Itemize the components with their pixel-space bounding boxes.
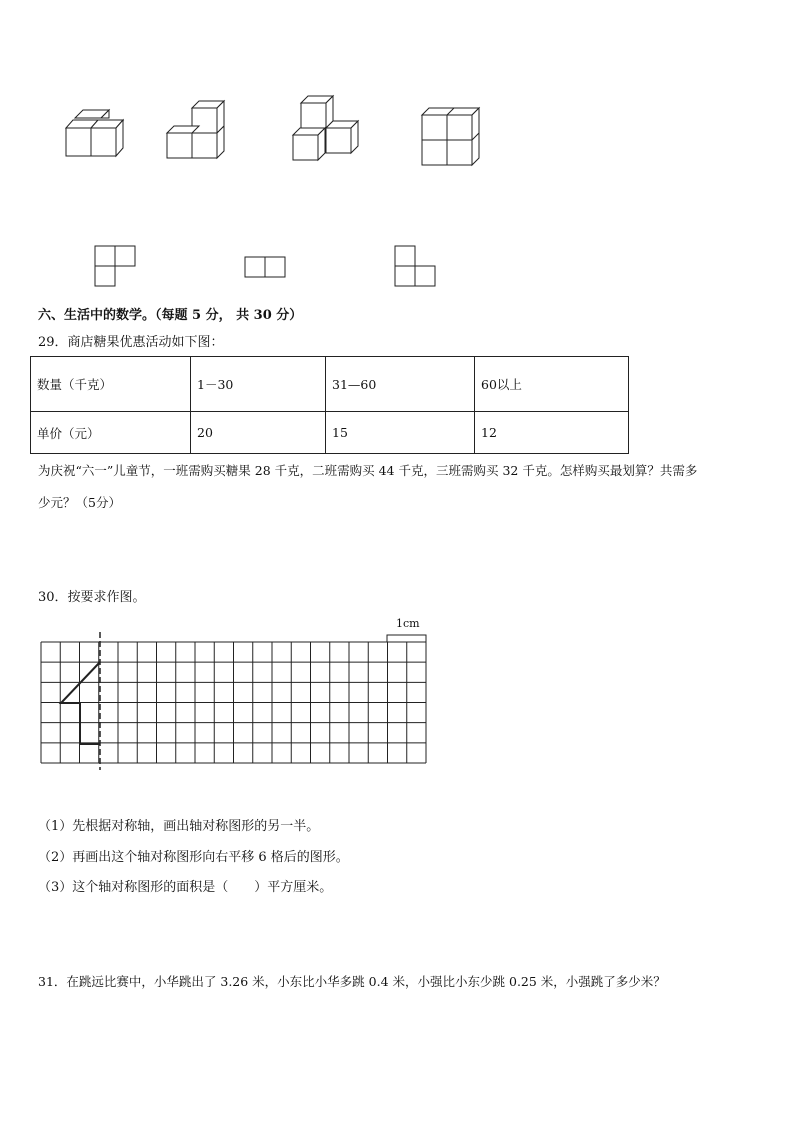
scale-bracket: [387, 635, 426, 642]
table-cell: 数量（千克）: [31, 357, 191, 412]
scale-label: 1cm: [396, 617, 420, 630]
table-cell: 单价（元）: [31, 412, 191, 454]
cube-stacks-figure: [0, 0, 794, 180]
question-30-sub-2: （2）再画出这个轴对称图形向右平移 6 格后的图形。: [38, 850, 349, 865]
question-text: 在跳远比赛中，小华跳出了 3.26 米，小东比小华多跳 0.4 米，小强比小东少跳 0.25 米，小强跳了多少米？: [66, 974, 666, 989]
view-shapes-figure: [0, 240, 794, 300]
question-text: 按要求作图。: [67, 590, 146, 605]
question-29-line-1: 为庆祝“六一”儿童节，一班需购买糖果 28 千克，二班需购买 44 千克，三班需购买 32 千克。怎样购买最划算？共需多: [38, 463, 698, 478]
price-table: [30, 356, 629, 454]
view-shape-2: [245, 257, 285, 277]
section-title: 六、生活中的数学。（每题 5 分， 共 30 分）: [38, 308, 303, 323]
table-row: [31, 412, 629, 454]
question-29-prompt: [38, 336, 224, 349]
question-31: [38, 976, 666, 989]
table-cell: 20: [191, 412, 326, 454]
table-cell: 31—60: [326, 357, 475, 412]
question-number: 31．: [38, 974, 67, 989]
question-number: 30．: [38, 590, 68, 605]
question-30-sub-1: （1）先根据对称轴，画出轴对称图形的另一半。: [38, 819, 320, 834]
cube-figure-2: [167, 101, 224, 158]
cube-figure-1: [66, 110, 123, 156]
view-shape-1: [95, 246, 135, 286]
question-number: 29．: [38, 335, 68, 350]
view-shape-3: [395, 246, 435, 286]
table-cell: 12: [475, 412, 629, 454]
cube-figure-4: [422, 108, 479, 165]
question-text: 商店糖果优惠活动如下图：: [67, 335, 224, 350]
cube-figure-3: [293, 96, 358, 160]
question-30-prompt: [38, 591, 146, 604]
drawing-grid: [0, 617, 794, 780]
question-29-line-2: 少元？（5分）: [38, 495, 121, 510]
table-cell: 60以上: [475, 357, 629, 412]
table-cell: 15: [326, 412, 475, 454]
question-30-sub-3: （3）这个轴对称图形的面积是（ ）平方厘米。: [38, 880, 333, 895]
table-cell: 1－30: [191, 357, 326, 412]
table-row: [31, 357, 629, 412]
